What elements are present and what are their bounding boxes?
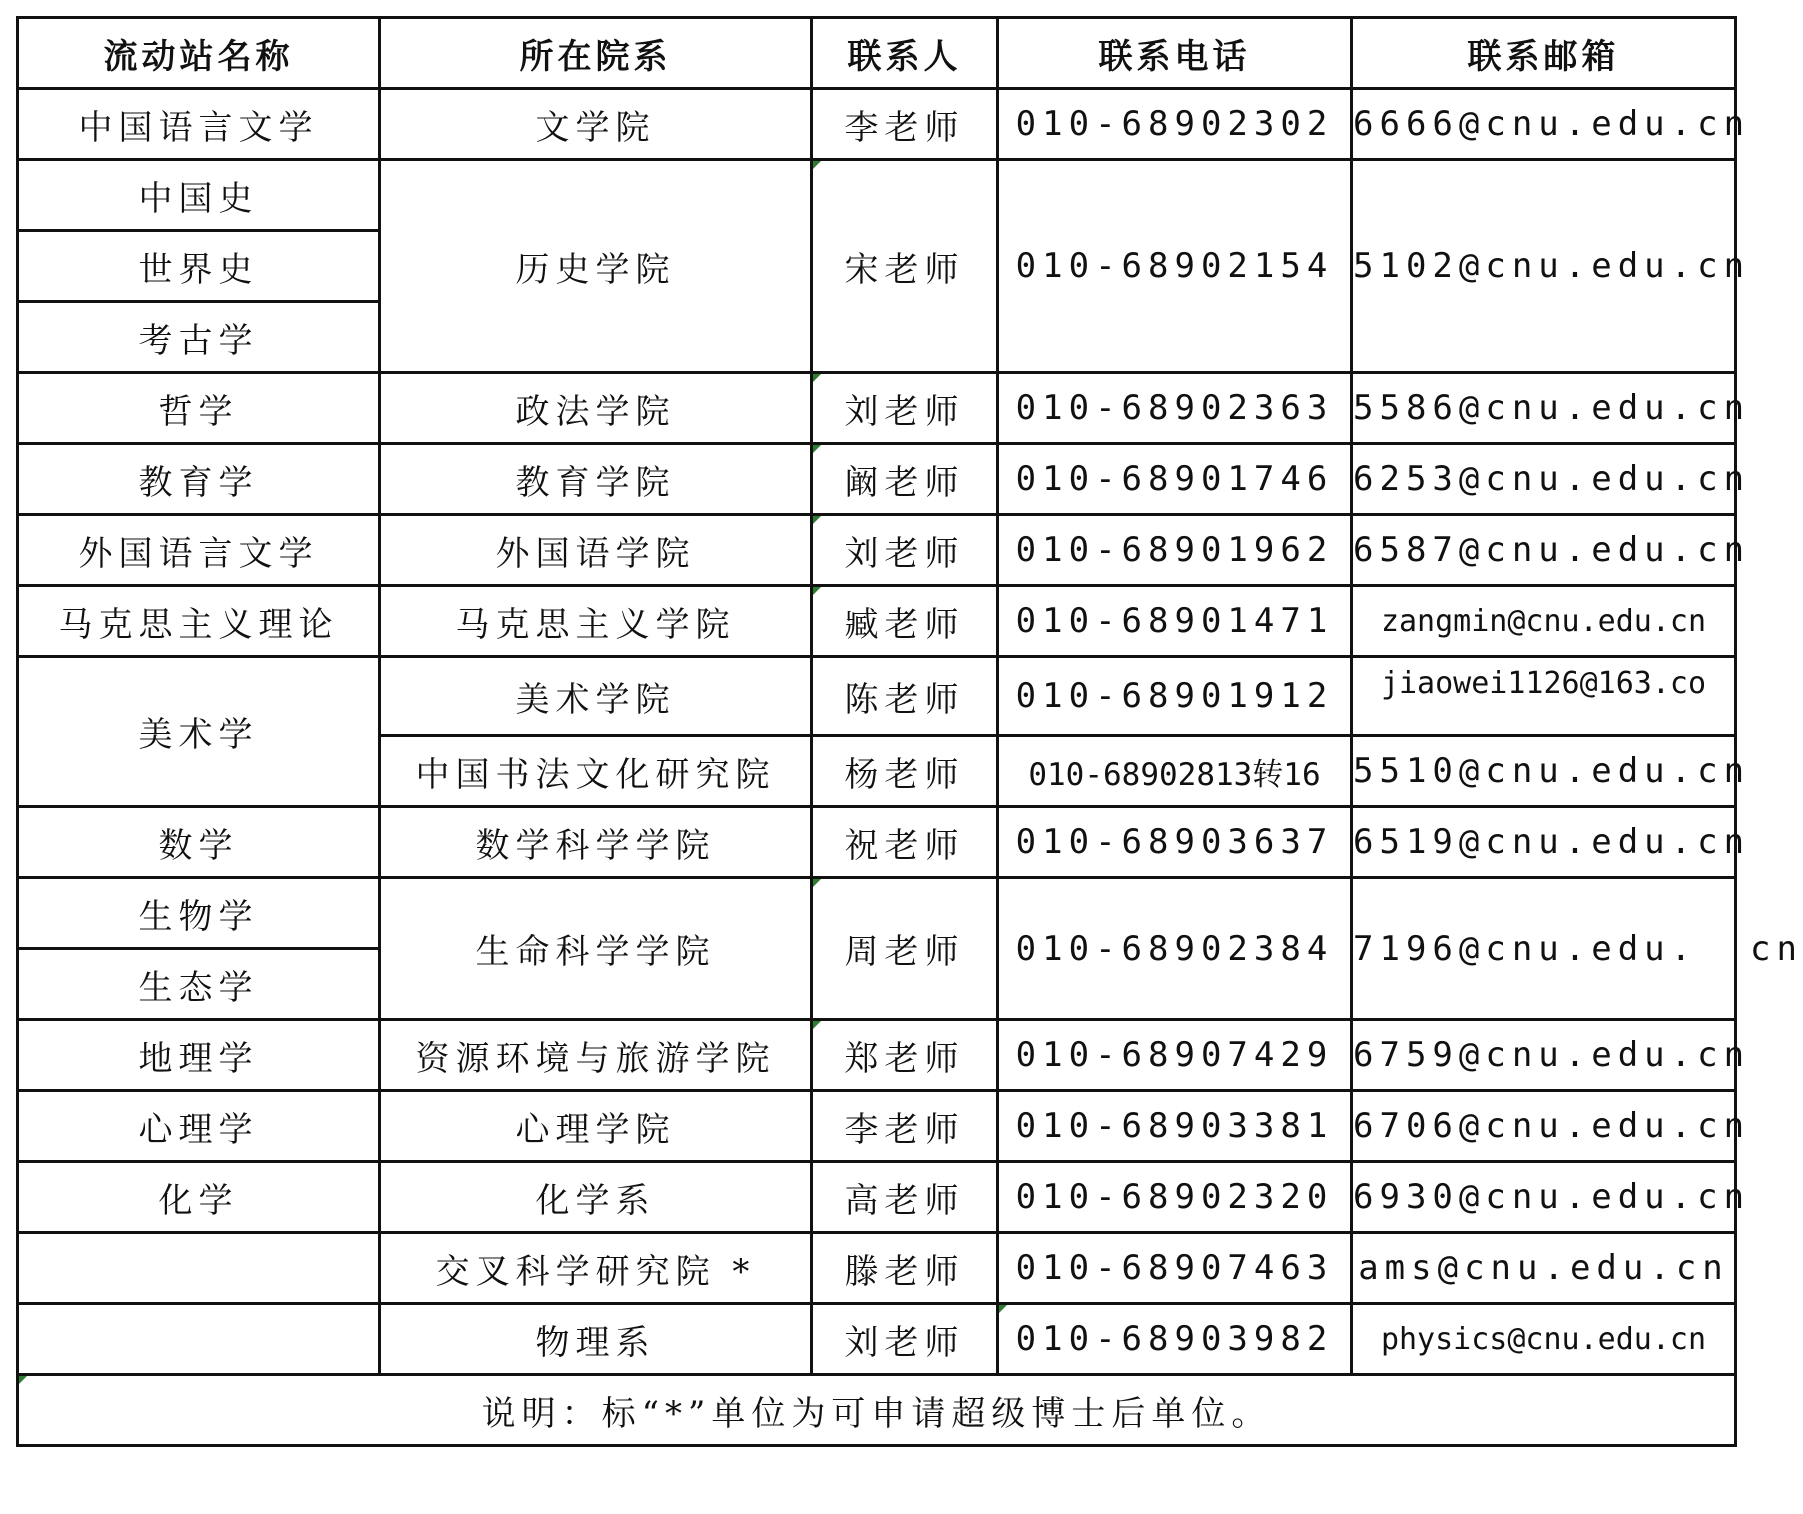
contact-cell: 李老师 — [812, 89, 998, 160]
department-cell: 历史学院 — [380, 160, 812, 373]
phone-cell: 010-68902813转16 — [998, 736, 1352, 807]
station-cell: 心理学 — [18, 1091, 380, 1162]
phone-cell: 010-68903637 — [998, 807, 1352, 878]
phone-cell: 010-68901746 — [998, 444, 1352, 515]
email-cell: 6253@cnu.edu.cn — [1352, 444, 1736, 515]
contact-cell: 杨老师 — [812, 736, 998, 807]
contact-table-container — [16, 16, 1803, 1447]
station-cell: 生物学 — [18, 878, 380, 949]
phone-cell: 010-68902363 — [998, 373, 1352, 444]
phone-cell: 010-68901912 — [998, 657, 1352, 736]
station-cell — [18, 1233, 380, 1304]
phone-cell: 010-68902302 — [998, 89, 1352, 160]
department-cell: 心理学院 — [380, 1091, 812, 1162]
department-cell: 马克思主义学院 — [380, 586, 812, 657]
contact-cell: 阚老师 — [812, 444, 998, 515]
footnote: 说明：标“*”单位为可申请超级博士后单位。 — [18, 1375, 1736, 1446]
contact-cell: 滕老师 — [812, 1233, 998, 1304]
email-cell: zangmin@cnu.edu.cn — [1352, 586, 1736, 657]
email-cell: 6666@cnu.edu.cn — [1352, 89, 1736, 160]
table-row — [18, 1233, 1736, 1304]
note-row — [18, 1375, 1736, 1446]
contact-table — [16, 16, 1803, 1447]
email-cell: 6706@cnu.edu.cn — [1352, 1091, 1736, 1162]
header-email: 联系邮箱 — [1352, 18, 1736, 89]
phone-cell: 010-68903381 — [998, 1091, 1352, 1162]
phone-cell: 010-68901962 — [998, 515, 1352, 586]
station-cell: 外国语言文学 — [18, 515, 380, 586]
station-cell: 中国语言文学 — [18, 89, 380, 160]
email-cell: ams@cnu.edu.cn — [1352, 1233, 1736, 1304]
department-cell: 文学院 — [380, 89, 812, 160]
station-cell: 美术学 — [18, 657, 380, 807]
contact-cell: 李老师 — [812, 1091, 998, 1162]
email-cell: 5102@cnu.edu.cn — [1352, 160, 1736, 373]
table-row — [18, 586, 1736, 657]
phone-cell: 010-68901471 — [998, 586, 1352, 657]
station-cell: 中国史 — [18, 160, 380, 231]
contact-cell: 周老师 — [812, 878, 998, 1020]
department-cell: 美术学院 — [380, 657, 812, 736]
email-cell: 5510@cnu.edu.cn — [1352, 736, 1736, 807]
email-cell: 6930@cnu.edu.cn — [1352, 1162, 1736, 1233]
contact-cell: 宋老师 — [812, 160, 998, 373]
station-cell: 世界史 — [18, 231, 380, 302]
table-row — [18, 1020, 1736, 1091]
department-cell: 化学系 — [380, 1162, 812, 1233]
department-cell: 教育学院 — [380, 444, 812, 515]
table-row — [18, 160, 1736, 231]
phone-cell: 010-68903982 — [998, 1304, 1352, 1375]
department-cell: 中国书法文化研究院 — [380, 736, 812, 807]
header-contact: 联系人 — [812, 18, 998, 89]
table-row — [18, 1162, 1736, 1233]
email-cell: 6587@cnu.edu.cn — [1352, 515, 1736, 586]
phone-cell: 010-68907463 — [998, 1233, 1352, 1304]
station-cell: 教育学 — [18, 444, 380, 515]
phone-cell: 010-68902384 — [998, 878, 1352, 1020]
contact-cell: 陈老师 — [812, 657, 998, 736]
email-cell: 6519@cnu.edu.cn — [1352, 807, 1736, 878]
station-cell: 马克思主义理论 — [18, 586, 380, 657]
header-phone: 联系电话 — [998, 18, 1352, 89]
station-cell: 化学 — [18, 1162, 380, 1233]
table-row — [18, 878, 1736, 949]
table-row — [18, 657, 1736, 736]
table-row — [18, 1304, 1736, 1375]
contact-cell: 郑老师 — [812, 1020, 998, 1091]
station-cell: 地理学 — [18, 1020, 380, 1091]
station-cell: 哲学 — [18, 373, 380, 444]
table-row — [18, 807, 1736, 878]
table-row — [18, 515, 1736, 586]
contact-cell: 刘老师 — [812, 515, 998, 586]
table-row — [18, 373, 1736, 444]
email-cell: physics@cnu.edu.cn — [1352, 1304, 1736, 1375]
department-cell: 政法学院 — [380, 373, 812, 444]
phone-cell: 010-68902320 — [998, 1162, 1352, 1233]
email-cell: jiaowei1126@163.co — [1352, 657, 1736, 736]
station-cell: 考古学 — [18, 302, 380, 373]
table-row — [18, 444, 1736, 515]
station-cell — [18, 1304, 380, 1375]
email-cell: 6759@cnu.edu.cn — [1352, 1020, 1736, 1091]
contact-cell: 祝老师 — [812, 807, 998, 878]
contact-cell: 刘老师 — [812, 373, 998, 444]
table-row — [18, 1091, 1736, 1162]
header-department: 所在院系 — [380, 18, 812, 89]
department-cell: 交叉科学研究院 * — [380, 1233, 812, 1304]
department-cell: 物理系 — [380, 1304, 812, 1375]
contact-cell: 刘老师 — [812, 1304, 998, 1375]
header-station: 流动站名称 — [18, 18, 380, 89]
phone-cell: 010-68907429 — [998, 1020, 1352, 1091]
contact-cell: 臧老师 — [812, 586, 998, 657]
station-cell: 数学 — [18, 807, 380, 878]
station-cell: 生态学 — [18, 949, 380, 1020]
table-row — [18, 89, 1736, 160]
header-row — [18, 18, 1736, 89]
email-cell: 7196@cnu.edu. cn — [1352, 878, 1736, 1020]
contact-cell: 高老师 — [812, 1162, 998, 1233]
department-cell: 数学科学学院 — [380, 807, 812, 878]
department-cell: 资源环境与旅游学院 — [380, 1020, 812, 1091]
phone-cell: 010-68902154 — [998, 160, 1352, 373]
department-cell: 外国语学院 — [380, 515, 812, 586]
department-cell: 生命科学学院 — [380, 878, 812, 1020]
email-cell: 5586@cnu.edu.cn — [1352, 373, 1736, 444]
